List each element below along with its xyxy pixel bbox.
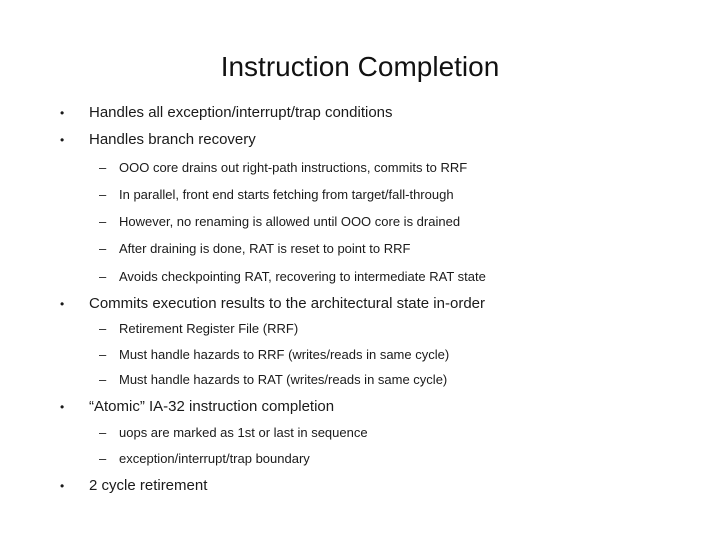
bullet-text: Handles branch recovery xyxy=(89,131,256,148)
bullet-marker: • xyxy=(60,297,65,311)
bullet-marker: • xyxy=(60,400,65,414)
dash-marker: – xyxy=(99,347,107,362)
bullet-marker: • xyxy=(60,133,65,147)
sub-bullet-text: Retirement Register File (RRF) xyxy=(119,321,299,336)
bullet-text: “Atomic” IA-32 instruction completion xyxy=(89,398,335,415)
dash-marker: – xyxy=(99,321,107,336)
dash-marker: – xyxy=(99,372,107,387)
dash-marker: – xyxy=(99,451,107,466)
sub-bullet-text: In parallel, front end starts fetching from target/fall-through xyxy=(119,187,454,202)
dash-marker: – xyxy=(99,425,107,440)
sub-bullet-text: Must handle hazards to RAT (writes/reads in same cycle) xyxy=(119,372,448,387)
sub-bullet-text: Avoids checkpointing RAT, recovering to intermediate RAT state xyxy=(119,269,486,284)
sub-bullet-text: uops are marked as 1st or last in sequence xyxy=(119,425,368,440)
sub-bullet-text: exception/interrupt/trap boundary xyxy=(119,451,310,466)
dash-marker: – xyxy=(99,269,107,284)
bullet-text: Commits execution results to the architectural state in-order xyxy=(89,295,485,312)
bullet-text: 2 cycle retirement xyxy=(89,477,208,494)
dash-marker: – xyxy=(99,241,107,256)
slide-title: Instruction Completion xyxy=(220,51,500,82)
dash-marker: – xyxy=(99,187,107,202)
sub-bullet-text: Must handle hazards to RRF (writes/reads in same cycle) xyxy=(119,347,450,362)
bullet-marker: • xyxy=(60,479,65,493)
bullet-marker: • xyxy=(60,106,65,120)
dash-marker: – xyxy=(99,214,107,229)
bullet-text: Handles all exception/interrupt/trap conditions xyxy=(89,104,393,121)
sub-bullet-text: OOO core drains out right-path instructions, commits to RRF xyxy=(119,160,468,175)
sub-bullet-text: However, no renaming is allowed until OOO core is drained xyxy=(119,214,461,229)
dash-marker: – xyxy=(99,160,107,175)
sub-bullet-text: After draining is done, RAT is reset to point to RRF xyxy=(119,241,411,256)
